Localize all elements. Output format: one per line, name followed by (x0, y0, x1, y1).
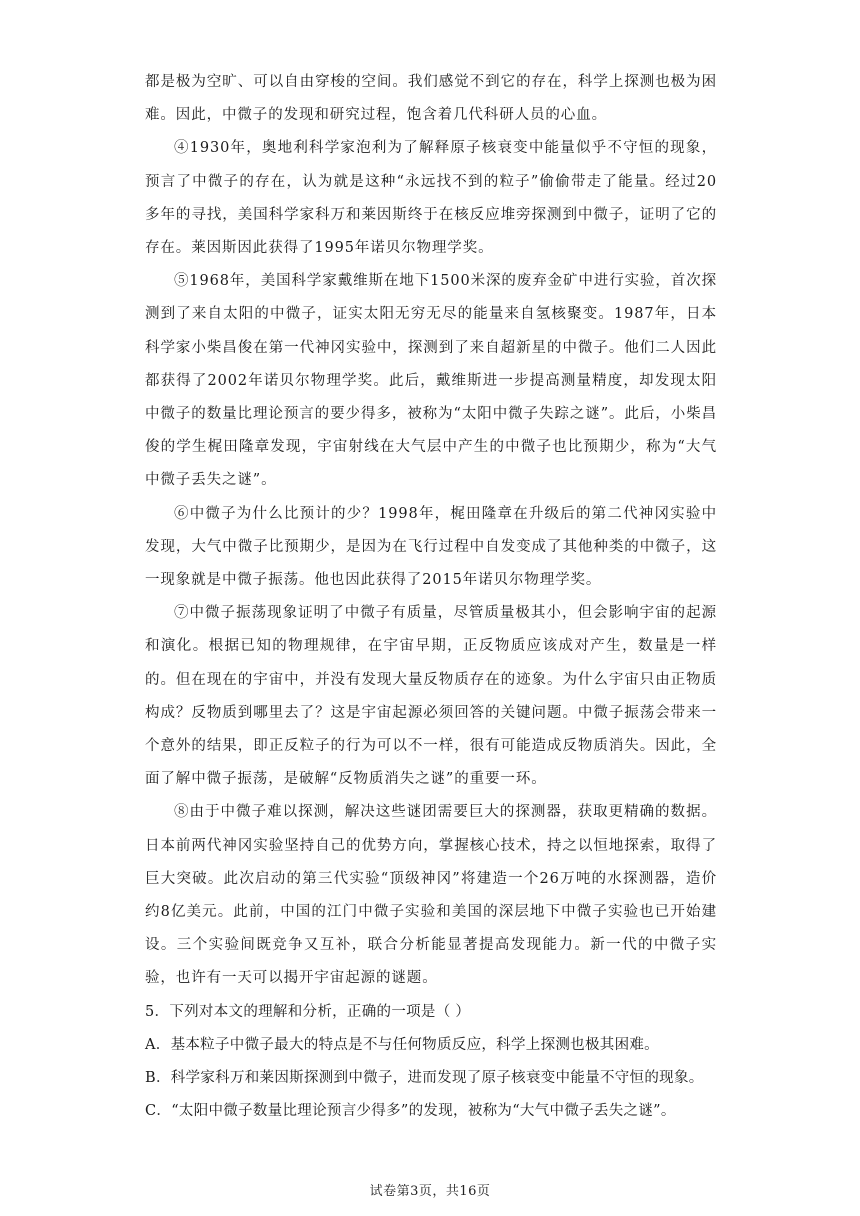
paragraph-continued: 都是极为空旷、可以自由穿梭的空间。我们感觉不到它的存在，科学上探测也极为困难。因此，中微子的发现和研究过程，饱含着几代科研人员的心血。 (145, 74, 717, 124)
question-5 (145, 996, 717, 1129)
article-body (145, 66, 717, 1129)
option-a: A．基本粒子中微子最大的特点是不与任何物质反应，科学上探测也极其困难。 (145, 1036, 659, 1053)
paragraph-5: ⑤1968年，美国科学家戴维斯在地下1500米深的废弃金矿中进行实验，首次探测到了来自太阳的中微子，证实太阳无穷无尽的能量来自氢核聚变。1987年，日本科学家小柴昌俊在第一代神冈实验中，探测到了来自超新星的中微子。他们二人因此都获得了2002年诺贝尔物理学奖。此后，戴维斯进一步提高测量精度，却发现太阳中微子的数量比理论预言的要少得多，被称为“太阳中微子失踪之谜”。此后，小柴昌俊的学生梶田隆章发现，宇宙射线在大气层中产生的中微子也比预期少，称为“大气中微子丢失之谜”。 (145, 273, 717, 489)
page-footer: 试卷第3页，共16页 (369, 1184, 491, 1199)
option-c: C．“太阳中微子数量比理论预言少得多”的发现，被称为“大气中微子丢失之谜”。 (145, 1103, 676, 1120)
paragraph-8: ⑧由于中微子难以探测，解决这些谜团需要巨大的探测器，获取更精确的数据。日本前两代神冈实验坚持自己的优势方向，掌握核心技术，持之以恒地探索，取得了巨大突破。此次启动的第三代实验“顶级神冈”将建造一个26万吨的水探测器，造价约8亿美元。此前，中国的江门中微子实验和美国的深层地下中微子实验也已开始建设。三个实验间既竞争又互补，联合分析能显著提高发现能力。新一代的中微子实验，也许有一天可以揭开宇宙起源的谜题。 (145, 804, 717, 987)
option-b: B．科学家科万和莱因斯探测到中微子，进而发现了原子核衰变中能量不守恒的现象。 (145, 1070, 704, 1087)
paragraph-7: ⑦中微子振荡现象证明了中微子有质量，尽管质量极其小，但会影响宇宙的起源和演化。根据已知的物理规律，在宇宙早期，正反物质应该成对产生，数量是一样的。但在现在的宇宙中，并没有发现大量反物质存在的迹象。为什么宇宙只由正物质构成？反物质到哪里去了？这是宇宙起源必须回答的关键问题。中微子振荡会带来一个意外的结果，即正反粒子的行为可以不一样，很有可能造成反物质消失。因此，全面了解中微子振荡，是破解“反物质消失之谜”的重要一环。 (145, 605, 717, 788)
question-stem: 5．下列对本文的理解和分析，正确的一项是（ ） (145, 1003, 471, 1020)
paragraph-6: ⑥中微子为什么比预计的少？1998年，梶田隆章在升级后的第二代神冈实验中发现，大气中微子比预期少，是因为在飞行过程中自发变成了其他种类的中微子，这一现象就是中微子振荡。他也因此获得了2015年诺贝尔物理学奖。 (145, 505, 717, 589)
paragraph-4: ④1930年，奥地利科学家泡利为了解释原子核衰变中能量似乎不守恒的现象，预言了中微子的存在，认为就是这种“永远找不到的粒子”偷偷带走了能量。经过20多年的寻找，美国科学家科万和莱因斯终于在核反应堆旁探测到中微子，证明了它的存在。莱因斯因此获得了1995年诺贝尔物理学奖。 (145, 140, 717, 257)
